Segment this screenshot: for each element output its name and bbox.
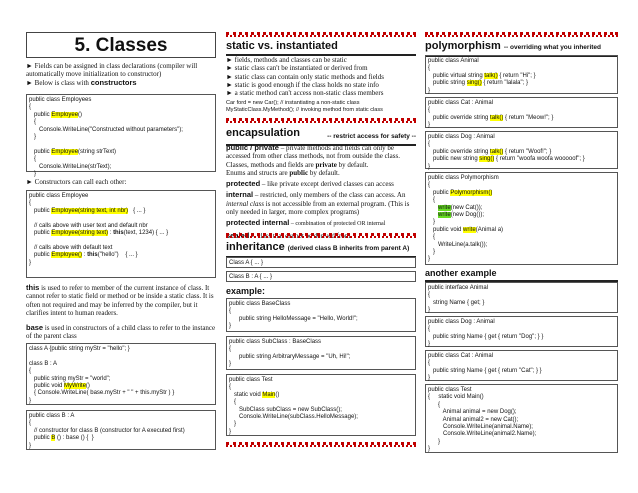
static-bullets: ► fields, methods and classes can be static ► static class can't be instantiated or derived from ► static class can contain only static methods and fields ► static is good enough if the class holds no state info ► a static method can't access non-static class members: [226, 56, 384, 98]
protected-internal: protected internal – combination of protected OR internal: [226, 218, 386, 228]
this-description: this is used to refer to member of the current instance of class. It cannot refer to static field or method or be inside a static class. It is often not required and may be inferred by the compiler, but it clarifies intent to human readers.: [26, 283, 214, 317]
code-block-cat: public class Cat : Animal { public override string talk() { return "Meow!"; } }: [425, 97, 618, 128]
divider-encapsulation: [226, 118, 416, 123]
code-block-dog: public class Dog : Animal { public override string talk() { return "Woof!"; } public new string sing() { return "woofa woofa wooooof"; } }: [425, 131, 618, 169]
example-label: example:: [226, 286, 266, 296]
encapsulation-text: public / private – private methods and fields can only be accessed from other class methods, not from outside the class. Classes, methods and fields are private by default. Enums and structs are public by default. protected – like private except derived classes can access internal – restricted, only members of the class can access. An internal class is not accessible from an external program. (This is only needed in larger, more complex programs) protected internal – combination of protected OR internal sealed -- class that cannot be derived from: [226, 144, 416, 240]
static-examples: Car ford = new Car(); // instantiating a non-static class MyStaticClass.MyMethod(); // invoking method from static class: [226, 100, 383, 113]
intro-bullet-fields: ► Fields can be assigned in class declarations (compiler will automatically move initialization to constructor): [26, 62, 198, 79]
code-block-base-this: class A {public string myStr = "hello"; } class B : A { public string myStr = "world"; public void MyWrite() { Console.WriteLine( base.myStr + " " + this.myStr ) } }: [26, 343, 216, 405]
heading-encapsulation: encapsulation -- restrict access for safety --: [226, 127, 416, 146]
sealed: sealed -- class that cannot be derived from: [226, 230, 351, 240]
class-b-box: Class B : A { ... }: [226, 271, 416, 282]
public-private: public / private – private methods and fields can only be accessed from other class methods, not from outside the class. Classes, methods and fields are private by default.: [226, 143, 400, 169]
code-block-employees: public class Employees { public Employee() { Console.WriteLine("Constructed without parameters"); } public Employee(string strText) { Console.WriteLine(strText); }: [26, 94, 216, 172]
code-block-baseclass: public class BaseClass { public string HelloMessage = "Hello, World!"; }: [226, 298, 416, 332]
code-block-employee-chain: public class Employee { public Employee(string text, int nbr) { ... } // calls above with user text and default nbr public Employee(string text) : this(text, 1234) { ... } // calls above with default text public Employee() : this("hello") { ... } }: [26, 190, 216, 278]
code-block-test-main: public class Test { static void Main() { Animal animal = new Dog(); Animal animal2 = new Cat(); Console.WriteLine(animal.Name); Console.WriteLine(animal2.Name); } }: [425, 384, 618, 453]
constructors-note: ► Constructors can call each other:: [26, 178, 127, 186]
code-block-interface-animal: public interface Animal { string Name { get; } }: [425, 282, 618, 313]
divider-inheritance: [226, 230, 416, 240]
protected: protected – like private except derived classes can access: [226, 179, 394, 189]
base-description: base is used in constructors of a child class to refer to the instance of the parent class: [26, 323, 216, 341]
code-block-polymorphism: public class Polymorphism { public Polymorphism() { write(new Cat()); write(new Dog()); } public void write(Animal a) { WriteLine(a.talk()); } }: [425, 172, 618, 265]
intro-text: [26, 62, 216, 87]
section-title: 5. Classes: [26, 32, 216, 58]
heading-inheritance: inheritance (derived class B inherits from parent A): [226, 241, 416, 258]
class-a-box: Class A { ... }: [226, 257, 416, 268]
heading-polymorphism: polymorphism -- overriding what you inherited: [425, 40, 618, 57]
heading-static: static vs. instantiated: [226, 40, 416, 56]
code-block-cat-name: public class Cat : Animal { public string Name { get { return "Cat"; } } }: [425, 350, 618, 381]
divider-bottom: [226, 442, 416, 447]
code-block-animal: public class Animal { public virtual string talk() { return "Hi"; } public string sing() { return "lalala"; } }: [425, 55, 618, 94]
code-block-dog-name: public class Dog : Animal { public string Name { get { return "Dog"; } } }: [425, 316, 618, 347]
code-block-base-constructor: public class B : A { // constructor for class B (constructor for A executed first) public B () : base () { } }: [26, 410, 216, 450]
code-block-subclass: public class SubClass : BaseClass { public string ArbitraryMessage = "Uh, Hi!"; }: [226, 336, 416, 370]
divider-top: [226, 32, 416, 37]
intro-bullet-constructors: ► Below is class with constructors: [26, 77, 137, 87]
divider-top-right: [425, 32, 618, 37]
heading-another-example: another example: [425, 268, 618, 282]
code-block-test: public class Test { static void Main() { SubClass subClass = new SubClass(); Console.WriteLine(subClass.HelloMessage); } }: [226, 374, 416, 436]
internal: internal – restricted, only members of the class can access. An internal class is not accessible from an external program. (This is only needed in larger, more complex programs): [226, 190, 410, 217]
